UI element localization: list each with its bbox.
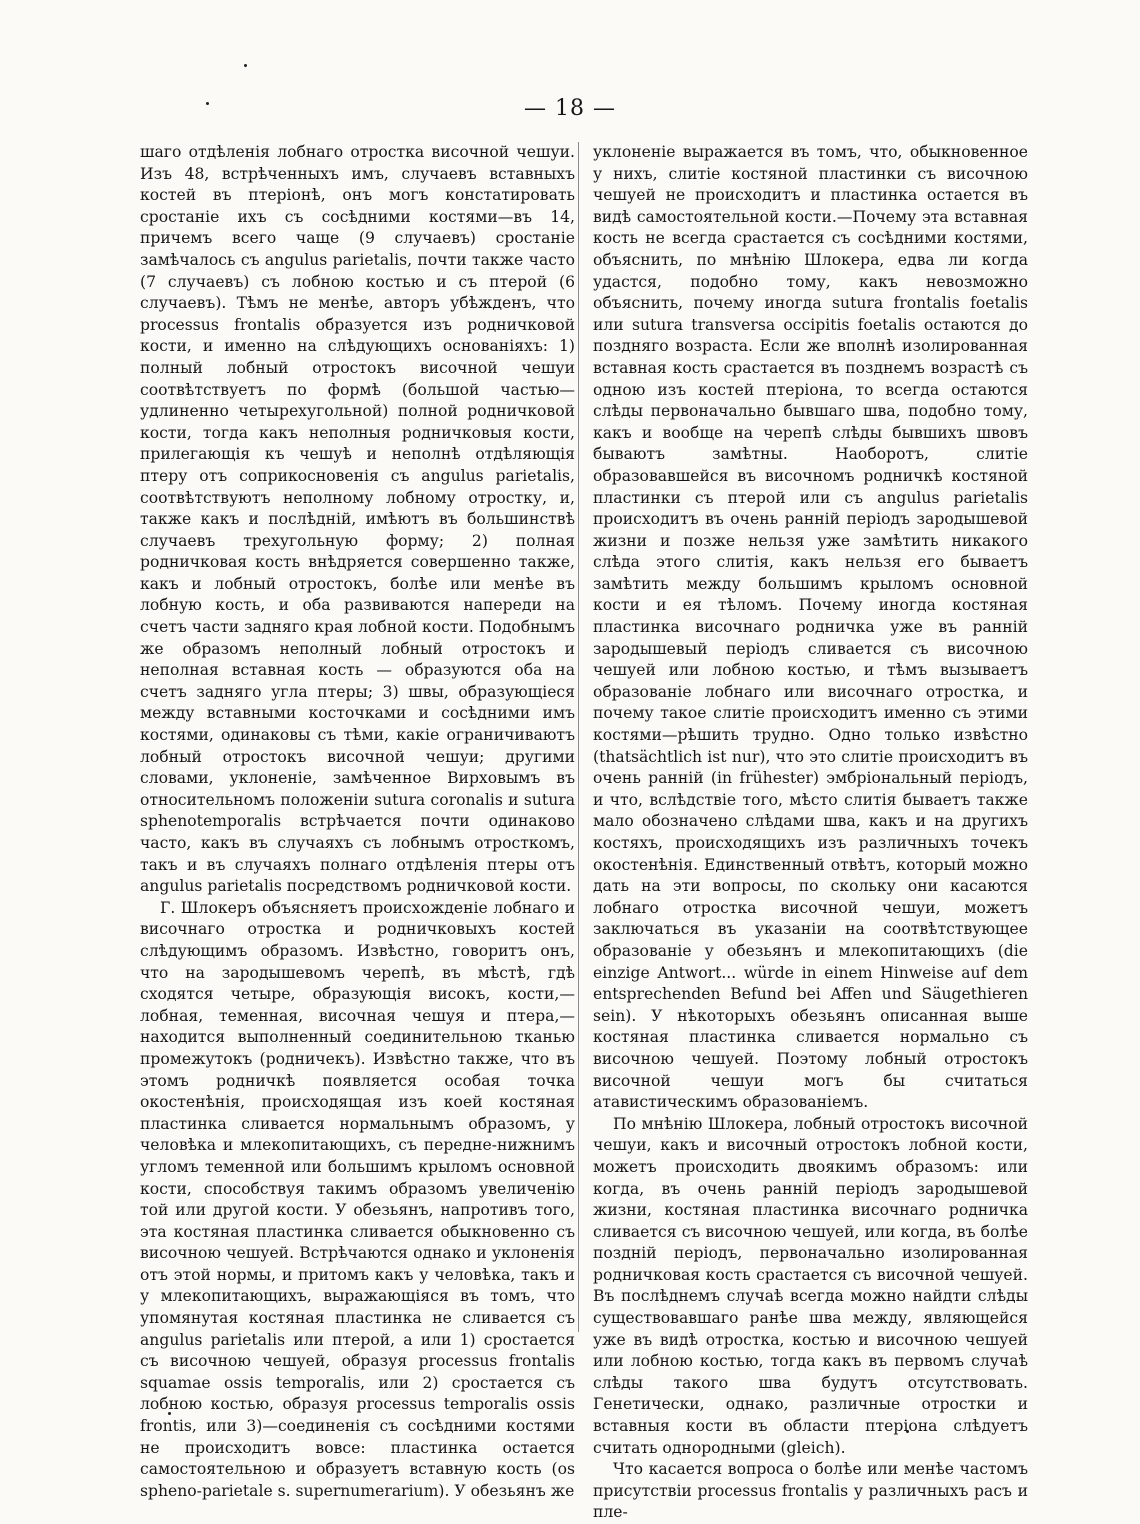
left-column bbox=[140, 142, 575, 1502]
paragraph: уклоненіе выражается въ томъ, что, обыкновенное у нихъ, слитіе костяной пластинки съ височною чешуей не происходитъ и пластинка остается въ видѣ самостоятельной кости.—Почему эта вставная кость не всегда срастается съ сосѣдними костями, объяснить, по мнѣнію Шлокера, едва ли когда удастся, подобно тому, какъ невозможно объяснить, почему иногда sutura frontalis foetalis или sutura transversa occipitis foetalis остаются до поздняго возраста. Если же вполнѣ изолированная вставная кость срастается въ позднемъ возрастѣ съ одною изъ костей птеріона, то всегда остаются слѣды первоначально бывшаго шва, подобно тому, какъ и вообще на черепѣ слѣды бывшихъ швовъ бываютъ замѣтны. Наоборотъ, слитіе образовавшейся въ височномъ родничкѣ костяной пластинки съ птерой или съ angulus parietalis происходитъ въ очень ранній періодъ зародышевой жизни и позже нельзя уже замѣтить никакого слѣда этого слитія, какъ нельзя его бываетъ замѣтить между большимъ крыломъ основной кости и ея тѣломъ. Почему иногда костяная пластинка височнаго родничка уже въ ранній зародышевый періодъ сливается съ височною чешуей или лобною костью, и тѣмъ вызываетъ образованіе лобнаго или височнаго отростка, и почему такое слитіе происходитъ именно съ этими костями—рѣшить трудно. Одно только извѣстно (thatsächtlich ist nur), что это слитіе происходитъ въ очень ранній (in frühester) эмбріональный періодъ, и что, вслѣдствіе того, мѣсто слитія бываетъ также мало обозначено слѣдами шва, какъ и на другихъ костяхъ, происходящихъ изъ различныхъ точекъ окостенѣнія. Единственный отвѣтъ, который можно дать на эти вопросы, по скольку они касаются лобнаго отростка височной чешуи, можетъ заключаться въ указаніи на соотвѣтствующее образованіе у обезьянъ и млекопитающихъ (die einzige Antwort... würde in einem Hinweise auf dem entsprechenden Befund bei Affen und Säugethieren sein). У нѣкоторыхъ обезьянъ описанная выше костяная пластинка сливается нормально съ височною чешуей. Поэтому лобный отростокъ височной чешуи могъ бы считаться атавистическимъ образованіемъ. bbox=[593, 143, 1028, 1112]
paragraph: По мнѣнію Шлокера, лобный отростокъ височной чешуи, какъ и височный отростокъ лобной кости, можетъ происходить двоякимъ образомъ: или когда, въ очень ранній періодъ зародышевой жизни, костяная пластинка височнаго родничка сливается съ височною чешуей, или когда, въ болѣе поздній періодъ, первоначально изолированная родничковая кость срастается съ височной чешуей. Въ послѣднемъ случаѣ всегда можно найдти слѣды существовавшаго ранѣе шва между, являющейся уже въ видѣ отростка, костью и височною чешуей или лобною костью, тогда какъ въ первомъ случаѣ слѣды такого шва будутъ отсутствовать. Генетически, однако, различные отростки и вставныя кости въ области птеріона слѣдуетъ считать однородными (gleich). bbox=[593, 1114, 1028, 1457]
speck-top bbox=[244, 64, 247, 67]
column-divider bbox=[578, 142, 579, 1332]
right-column bbox=[593, 142, 1028, 1524]
paragraph: шаго отдѣленія лобнаго отростка височной чешуи. Изъ 48, встрѣченныхъ имъ, случаевъ вставныхъ костей въ птеріонѣ, онъ могъ констатировать сростаніе ихъ съ сосѣдними костями—въ 14, причемъ всего чаще (9 случаевъ) сростаніе замѣчалось съ angulus parietalis, почти также часто (7 случаевъ) съ лобною костью и съ птерой (6 случаевъ). Тѣмъ не менѣе, авторъ убѣжденъ, что processus frontalis образуется изъ родничковой кости, и именно на слѣдующихъ основаніяхъ: 1) полный лобный отростокъ височной чешуи соотвѣтствуетъ по формѣ (большой частью—удлиненно четырехугольной) полной родничковой кости, тогда какъ неполныя родничковыя кости, прилегающія къ чешуѣ и неполнѣ отдѣляющія птеру отъ соприкосновенія съ angulus parietalis, соотвѣтствуютъ неполному лобному отростку, и, также какъ и послѣдній, имѣютъ въ большинствѣ случаевъ треxугольную форму; 2) полная родничковая кость внѣдряется совершенно также, какъ и лобный отростокъ, болѣе или менѣе въ лобную кость, и оба развиваются напереди на счетъ части задняго края лобной кости. Подобнымъ же образомъ неполный лобный отростокъ и неполная вставная кость — образуются оба на счетъ задняго угла птеры; 3) швы, образующіеся между вставными косточками и сосѣдними имъ костями, одинаковы съ тѣми, какіе ограничиваютъ лобный отростокъ височной чешуи; другими словами, уклоненіе, замѣченное Вирховымъ въ относительномъ положеніи sutura coronalis и sutura sphenotemporalis встрѣчается почти одинаково часто, какъ въ случаяхъ съ лобнымъ отросткомъ, такъ и въ случаяхъ полнаго отдѣленія птеры отъ angulus parietalis посредствомъ родничковой кости. bbox=[140, 143, 575, 896]
page-number: — 18 — bbox=[524, 96, 616, 121]
paragraph: Что касается вопроса о болѣе или менѣе частомъ присутствіи processus frontalis у различныхъ расъ и пле- bbox=[593, 1460, 1028, 1522]
paragraph: Г. Шлокеръ объясняетъ происхожденіе лобнаго и височнаго отростка и родничковыхъ костей слѣдующимъ образомъ. Извѣстно, говоритъ онъ, что на зародышевомъ черепѣ, въ мѣстѣ, гдѣ сходятся четыре, образующія високъ, кости,—лобная, теменная, височная чешуя и птера,—находится выполненный соединительною тканью промежутокъ (родничекъ). Извѣстно также, что въ этомъ родничкѣ появляется особая точка окостенѣнія, происходящая изъ коей костяная пластинка сливается нормальнымъ образомъ, у человѣка и млекопитающихъ, съ передне-нижнимъ угломъ теменной или большимъ крыломъ основной кости, способствуя такимъ образомъ увеличенію той или другой кости. У обезьянъ, напротивъ того, эта костяная пластинка сливается обыкновенно съ височною чешуей. Встрѣчаются однако и уклоненія отъ этой нормы, и притомъ какъ у человѣка, такъ и у млекопитающихъ, выражающіяся въ томъ, что упомянутая костяная пластинка не сливается съ angulus parietalis или птерой, а или 1) сростается съ височною чешуей, образуя processus frontalis squamae ossis temporalis, или 2) сростается съ лобною костью, образуя processus temporalis ossis frontis, или 3)—соединенія съ сосѣдними костями не происходитъ вовсе: пластинка остается самостоятельною и образуетъ вставную кость (os spheno-parietale s. supernumerarium). У обезьянъ же bbox=[140, 898, 575, 1500]
